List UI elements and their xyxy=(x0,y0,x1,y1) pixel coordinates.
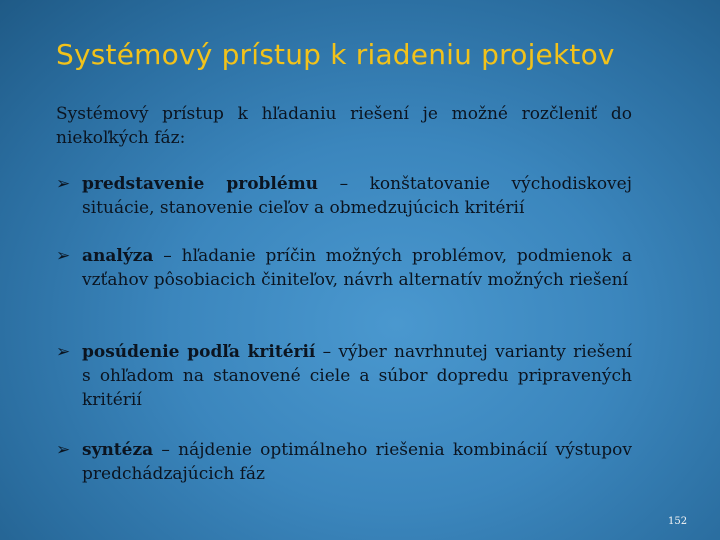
bullet-term: syntéza xyxy=(82,440,154,460)
bullet-term: predstavenie problému xyxy=(82,174,319,194)
bullet-item xyxy=(56,438,632,486)
bullet-term: posúdenie podľa kritérií xyxy=(82,342,316,362)
bullet-item xyxy=(56,244,632,292)
arrow-bullet-icon: ➢ xyxy=(56,246,71,266)
page-number: 152 xyxy=(668,516,688,527)
bullet-term: analýza xyxy=(82,246,154,266)
bullet-item xyxy=(56,340,632,412)
arrow-bullet-icon: ➢ xyxy=(56,440,71,460)
intro-paragraph: Systémový prístup k hľadaniu riešení je možné rozčleniť do niekoľkých fáz: xyxy=(56,104,632,148)
arrow-bullet-icon: ➢ xyxy=(56,342,71,362)
slide-title: Systémový prístup k riadeniu projektov xyxy=(56,38,615,71)
bullet-description: – konštatovanie východiskovej situácie, stanovenie cieľov a obmedzujúcich kritérií xyxy=(82,174,632,218)
arrow-bullet-icon: ➢ xyxy=(56,174,71,194)
bullet-description: – výber navrhnutej varianty riešení s ohľadom na stanovené ciele a súbor dopredu pripravených kritérií xyxy=(82,342,632,410)
bullet-description: – hľadanie príčin možných problémov, podmienok a vzťahov pôsobiacich činiteľov, návrh alternatív možných riešení xyxy=(82,246,632,290)
bullet-description: – nájdenie optimálneho riešenia kombinácií výstupov predchádzajúcich fáz xyxy=(82,440,632,484)
bullet-item xyxy=(56,172,632,220)
